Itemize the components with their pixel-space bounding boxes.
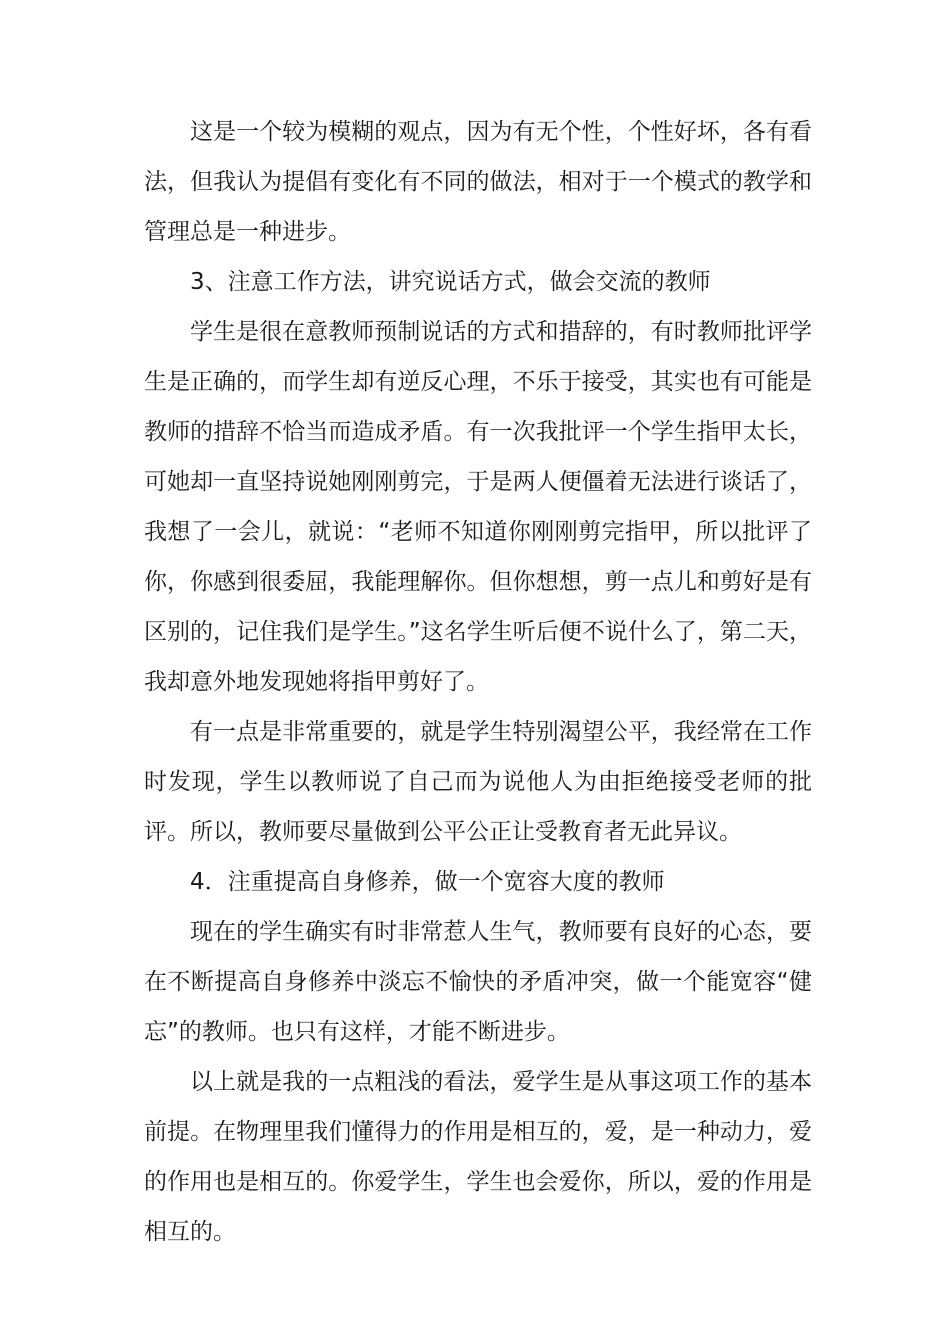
paragraph-tolerance: 现在的学生确实有时非常惹人生气，教师要有良好的心态，要在不断提高自身修养中淡忘不愉快的矛盾冲突，做一个能宽容“健忘”的教师。也只有这样，才能不断进步。 (144, 919, 812, 1045)
heading-section-4: 4．注重提高自身修养，做一个宽容大度的教师 (190, 869, 665, 895)
paragraph-conclusion: 以上就是我的一点粗浅的看法，爱学生是从事这项工作的基本前提。在物理里我们懂得力的作用是相互的，爱，是一种动力，爱的作用也是相互的。你爱学生，学生也会爱你，所以，爱的作用是相互的。 (144, 1069, 812, 1245)
heading-section-3: 3、注意工作方法，讲究说话方式，做会交流的教师 (190, 269, 711, 295)
document-body (144, 107, 812, 1257)
paragraph-opinion: 这是一个较为模糊的观点，因为有无个性，个性好坏，各有看法，但我认为提倡有变化有不同的做法，相对于一个模式的教学和管理总是一种进步。 (144, 119, 812, 245)
paragraph-wording: 学生是很在意教师预制说话的方式和措辞的，有时教师批评学生是正确的，而学生却有逆反心理，不乐于接受，其实也有可能是教师的措辞不恰当而造成矛盾。有一次我批评一个学生指甲太长，可她却一直坚持说她刚刚剪完，于是两人便僵着无法进行谈话了，我想了一会儿，就说：“老师不知道你刚刚剪完指甲，所以批评了你，你感到很委屈，我能理解你。但你想想，剪一点儿和剪好是有区别的，记住我们是学生。”这名学生听后便不说什么了，第二天，我却意外地发现她将指甲剪好了。 (144, 319, 812, 695)
paragraph-fairness: 有一点是非常重要的，就是学生特别渴望公平，我经常在工作时发现，学生以教师说了自己而为说他人为由拒绝接受老师的批评。所以，教师要尽量做到公平公正让受教育者无此异议。 (144, 719, 812, 845)
